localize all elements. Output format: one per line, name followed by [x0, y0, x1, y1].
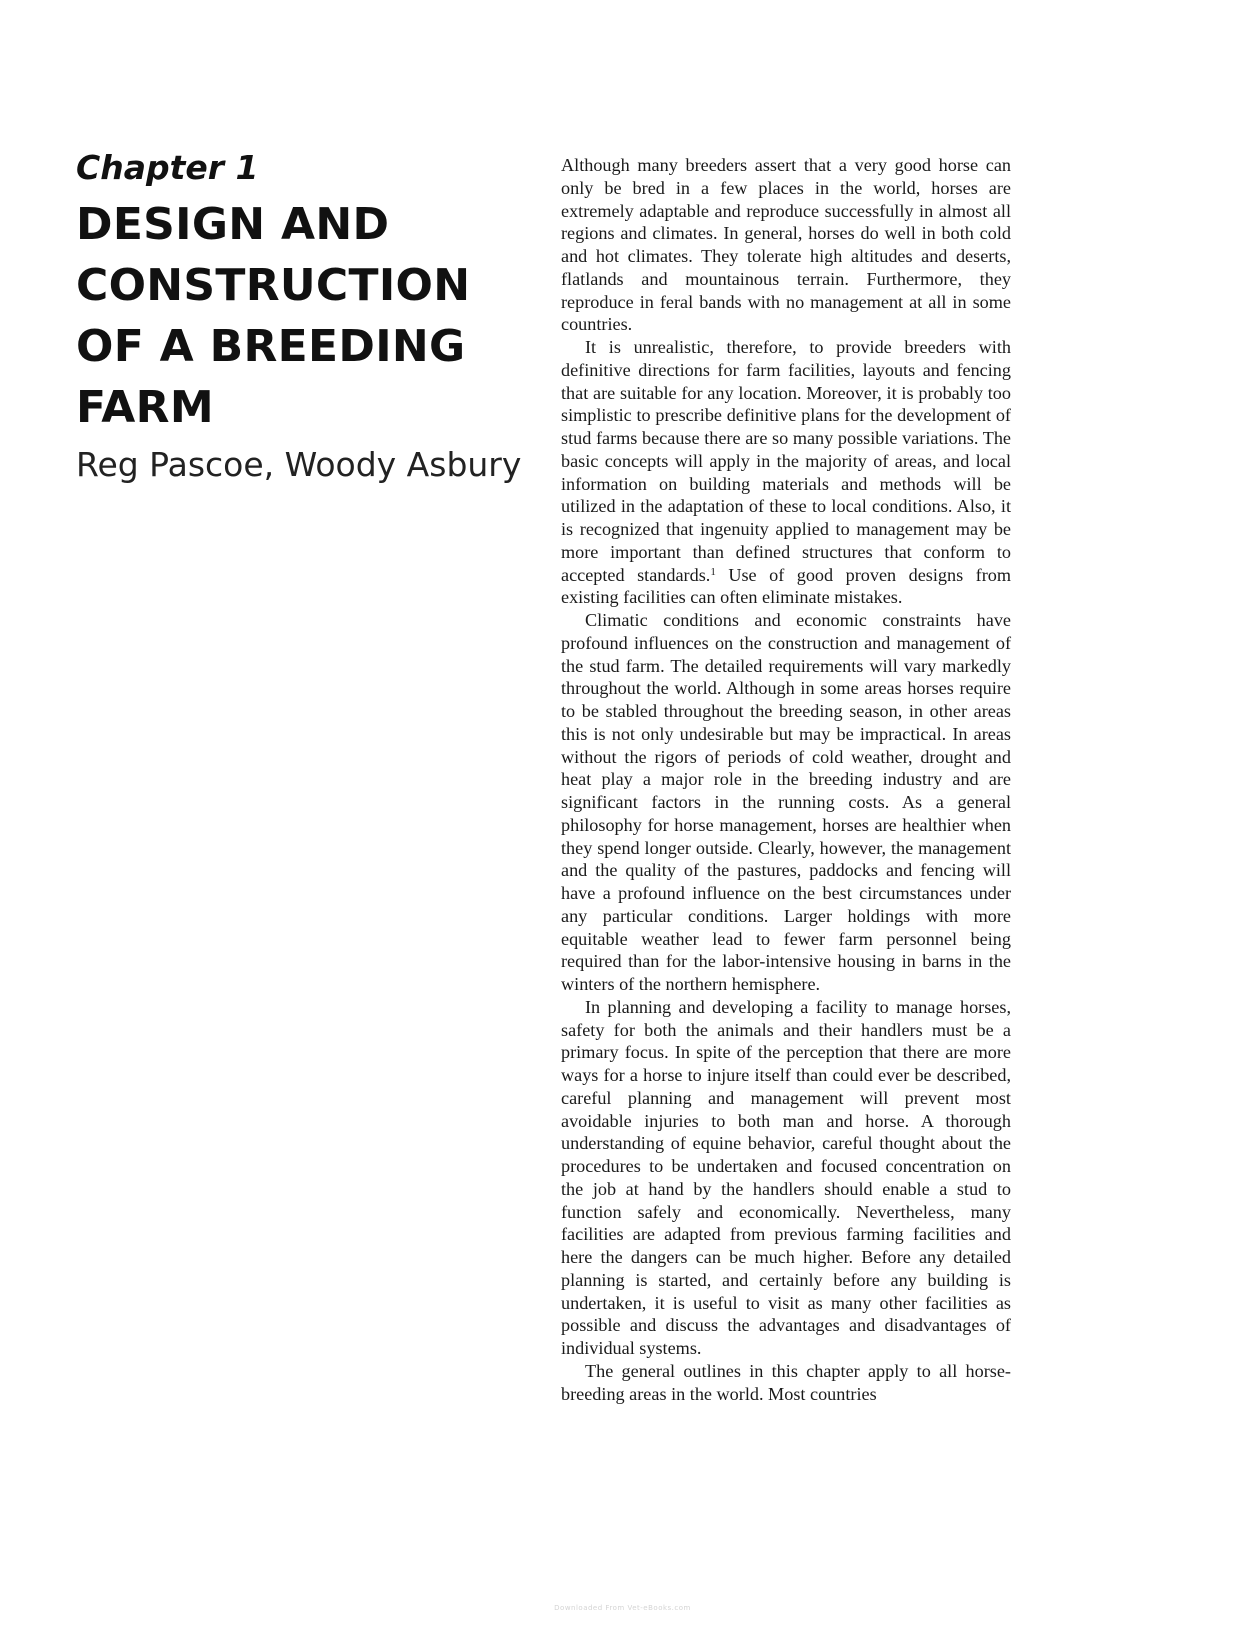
chapter-authors: Reg Pascoe, Woody Asbury	[76, 445, 522, 484]
paragraph: Although many breeders assert that a very good horse can only be bred in a few places in the world, horses are extremely adaptable and reproduce successfully in almost all regions and climates. In general, horses do well in both cold and hot climates. They tolerate high altitudes and deserts, flatlands and mountainous terrain. Furthermore, they reproduce in feral bands with no management at all in some countries.	[561, 155, 1011, 335]
chapter-heading	[76, 148, 522, 488]
chapter-title-line: FARM	[76, 382, 214, 433]
chapter-number: Chapter 1	[76, 148, 259, 187]
chapter-title-line: DESIGN AND	[76, 199, 390, 250]
paragraph-text: Use of good proven designs from existing facilities can often eliminate mistakes.	[561, 564, 1012, 608]
download-watermark: Downloaded From Vet-eBooks.com	[554, 1604, 691, 1612]
body-text-column	[561, 154, 1011, 1405]
paragraph: The general outlines in this chapter apply to all horse-breeding areas in the world. Most countries	[561, 1360, 1011, 1404]
footnote-reference[interactable]: 1	[710, 565, 716, 578]
paragraph: Climatic conditions and economic constraints have profound influences on the construction and management of the stud farm. The detailed requirements will vary markedly throughout the world. Although in some areas horses require to be stabled throughout the breeding season, in other areas this is not only undesirable but may be impractical. In areas without the rigors of periods of cold weather, drought and heat play a major role in the breeding industry and are significant factors in the running costs. As a general philosophy for horse management, horses are healthier when they spend longer outside. Clearly, however, the management and the quality of the pastures, paddocks and fencing will have a profound influence on the best circumstances under any particular conditions. Larger holdings with more equitable weather lead to fewer farm personnel being required than for the labor-intensive housing in barns in the winters of the northern hemisphere.	[561, 610, 1011, 994]
paragraph: In planning and developing a facility to manage horses, safety for both the animals and their handlers must be a primary focus. In spite of the perception that there are more ways for a horse to injure itself than could ever be described, careful planning and management will prevent most avoidable injuries to both man and horse. A thorough understanding of equine behavior, careful thought about the procedures to be undertaken and focused concentration on the job at hand by the handlers should enable a stud to function safely and economically. Nevertheless, many facilities are adapted from previous farming facilities and here the dangers can be much higher. Before any detailed planning is started, and certainly before any building is undertaken, it is useful to visit as many other facilities as possible and discuss the advantages and disadvantages of individual systems.	[561, 996, 1011, 1358]
chapter-title	[76, 194, 516, 438]
paragraph-text: It is unrealistic, therefore, to provide breeders with definitive directions for farm facilities, layouts and fencing that are suitable for any location. Moreover, it is probably too simplistic to prescribe definitive plans for the development of stud farms because there are so many possible variations. The basic concepts will apply in the majority of areas, and local information on building materials and methods will be utilized in the adaptation of these to local conditions. Also, it is recognized that ingenuity applied to management may be more important than defined structures that conform to accepted standards.	[561, 337, 1011, 585]
chapter-title-line: OF A BREEDING	[76, 321, 466, 372]
paragraph	[561, 336, 1011, 609]
chapter-title-line: CONSTRUCTION	[76, 260, 471, 311]
